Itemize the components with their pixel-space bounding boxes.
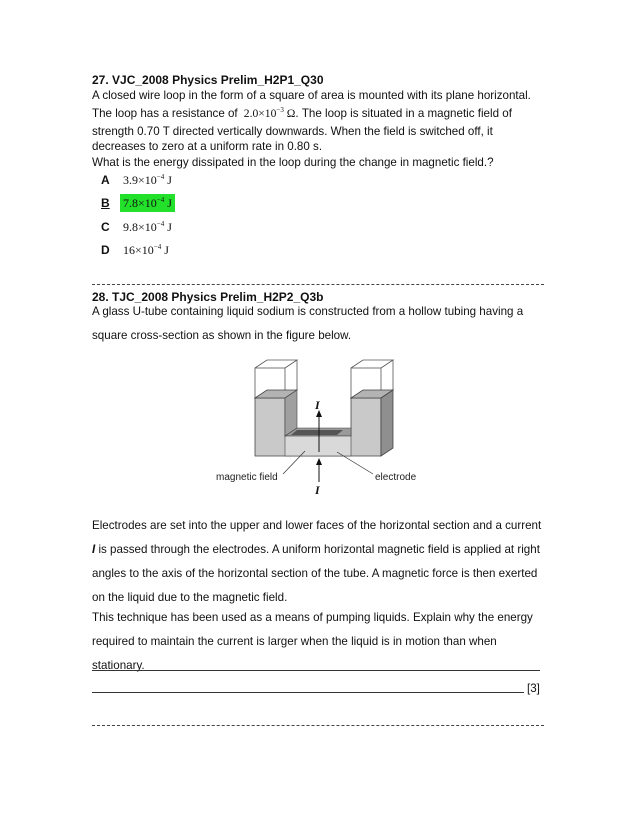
u-tube-figure [205,356,440,496]
question-27-stem [92,88,546,171]
separator-dashed-bottom [92,725,544,726]
body-line-2: I is passed through the electrodes. A uniform horizontal magnetic field is applied at right [92,543,540,556]
body-line-4: on the liquid due to the magnetic field. [92,591,288,604]
stem-line-1: A closed wire loop in the form of a square of area is mounted with its plane horizontal. [92,89,531,102]
option-letter: D [101,243,110,257]
option-letter: B [101,196,110,210]
stem-line-3: strength 0.70 T directed vertically downwards. When the field is switched off, it [92,124,493,138]
question-28-title: 28. TJC_2008 Physics Prelim_H2P2_Q3b [92,290,324,304]
option-d[interactable] [101,241,301,261]
option-value: $16\times 10^{-4}$ J [123,243,169,257]
electrode-label: electrode [375,472,417,483]
body-line-6: required to maintain the current is larger when the liquid is in motion than when [92,635,497,648]
option-value: $9.8\times 10^{-4}$ J [123,220,172,234]
resistance-expression: $2.0\times 10^{-3}$ Ω [243,105,296,120]
body-line-5: This technique has been used as a means of pumping liquids. Explain why the energy [92,611,533,624]
current-label-bottom: I [315,483,320,497]
option-value: $3.9\times 10^{-4}$ J [123,173,172,187]
option-a[interactable] [101,171,301,191]
body-line-3: angles to the axis of the horizontal section of the tube. A magnetic force is then exerted [92,567,538,580]
answer-line-2[interactable] [92,692,524,693]
current-label-top: I [315,398,320,412]
option-letter: C [101,220,110,234]
stem-line-5: What is the energy dissipated in the loop during the change in magnetic field.? [92,156,494,170]
option-c[interactable] [101,218,301,238]
stem-line-4: decreases to zero at a uniform rate in 0.80 s. [92,140,323,154]
question-28-intro [92,300,546,348]
question-27-title: 27. VJC_2008 Physics Prelim_H2P1_Q30 [92,73,324,87]
body-line-1: Electrodes are set into the upper and lower faces of the horizontal section and a current [92,519,542,532]
option-value-highlighted: $7.8\times 10^{-4}$ J [120,194,175,212]
option-letter: A [101,173,110,187]
magnetic-field-label: magnetic field [216,472,278,483]
intro-line-2: square cross-section as shown in the figure below. [92,329,352,342]
question-28-body [92,514,546,678]
body-line-7: stationary. [92,659,145,672]
intro-line-1: A glass U-tube containing liquid sodium is constructed from a hollow tubing having a [92,305,524,318]
option-b[interactable] [101,194,301,214]
marks-label: [3] [527,682,540,695]
stem-line-2: The loop has a resistance of $2.0\times 10^{-3}$ Ω. The loop is situated in a magnetic field of [92,105,512,120]
answer-line-1[interactable] [92,670,540,671]
separator-dashed [92,284,544,285]
